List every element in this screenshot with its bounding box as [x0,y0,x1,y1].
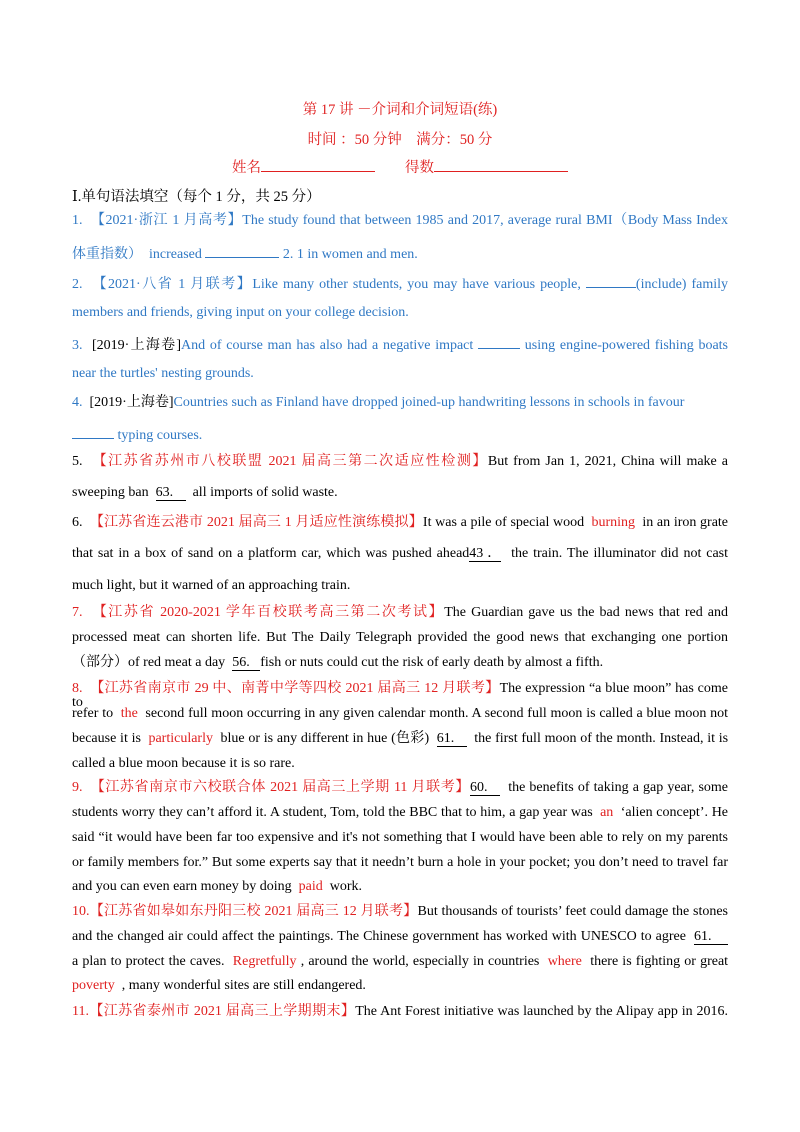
q11-source: 【江苏省泰州市 2021 届高三上学期期末】 [88,1004,356,1019]
q3-source: [2019·上海卷] [92,338,181,353]
q10-answer-regretfully: Regretfully [232,954,297,969]
q2-line-2: members and friends, giving input on your college decision. [72,305,409,320]
name-label: 姓名 [232,160,261,176]
q2-line-1: 2. 【2021·八省 1 月联考】Like many other students, you may have various people, (include) family [72,277,729,292]
q7-line-1: 7. 【江苏省 2020-2021 学年百校联考高三第二次考试】The Guardian gave us the bad news that red and [72,605,729,620]
name-field[interactable] [261,157,375,172]
q5-blank[interactable]: 63. [156,486,186,501]
q8-answer-particularly: particularly [148,731,213,746]
q3-line-2: near the turtles' nesting grounds. [72,366,254,381]
q8-source: 【江苏省南京市 29 中、南菁中学等四校 2021 届高三 12 月联考】 [90,681,500,696]
name-score-row [0,156,800,177]
q1-source: 【2021·浙江 1 月高考】 [90,213,243,228]
q1-line-1: 1. 【2021·浙江 1 月高考】The study found that between 1985 and 2017, average rural BMI（Body Mass Index [72,213,729,228]
q7-blank[interactable]: 56. [232,656,260,671]
q9-line-2: students worry they can’t afford it. A student, Tom, told the BBC that to him, a gap year was an ‘alien concept’. He [72,805,729,820]
q4-blank[interactable] [72,426,114,439]
q9-answer-paid: paid [298,879,323,894]
q8-blank[interactable]: 61. [437,732,467,747]
q8-line-3: because it is particularly blue or is any different in hue (色彩) 61. the first full moon of the month. Instead, it is [72,731,729,746]
q6-source: 【江苏省连云港市 2021 届高三 1 月适应性演练模拟】 [89,515,423,530]
q8-answer-the: the [120,706,138,721]
q3-line-1: 3. [2019·上海卷]And of course man has also had a negative impact using engine-powered fishing boats [72,338,728,353]
q3-blank[interactable] [478,336,520,349]
q9-line-4: or family members for.” But some experts say that it needn’t burn a hole in your pocket; you don’t need to travel far [72,855,728,870]
q9-blank[interactable]: 60. [470,781,500,796]
q6-line-3: much light, but it warned of an approaching train. [72,578,351,593]
q10-answer-poverty: poverty [72,978,115,993]
lesson-title: 第 17 讲 －介词和介词短语(练) [302,102,498,118]
q2-source: 【2021·八省 1 月联考】 [92,277,253,292]
q10-line-4: poverty , many wonderful sites are still endangered. [72,978,366,993]
q2-blank[interactable] [586,275,636,288]
q11-line-1: 11.【江苏省泰州市 2021 届高三上学期期末】The Ant Forest initiative was launched by the Alipay app in 2016. [72,1004,729,1019]
q7-source: 【江苏省 2020-2021 学年百校联考高三第二次考试】 [92,605,445,620]
q9-answer-an: an [600,805,614,820]
q7-line-2: processed meat can shorten life. But The Daily Telegraph provided the good news that exchanging one portion [72,630,728,645]
q5-line-1: 5. 【江苏省苏州市八校联盟 2021 届高三第二次适应性检测】But from Jan 1, 2021, China will make a [72,454,729,469]
q5-source: 【江苏省苏州市八校联盟 2021 届高三第二次适应性检测】 [92,454,488,469]
q9-line-1: 9. 【江苏省南京市六校联合体 2021 届高三上学期 11 月联考】60. the benefits of taking a gap year, some [72,780,729,795]
q8-line-2: refer to the second full moon occurring in any given calendar month. A second full moon is called a blue moon not [72,706,729,721]
q9-line-3: said “it would have been far too expensive and it's not something that I would have been able to rely on my parents [72,830,728,845]
q8-line-4: called a blue moon because it is so rare. [72,756,295,771]
q10-line-3: a plan to protect the caves. Regretfully , around the world, especially in countries where there is fighting or great [72,954,729,969]
q7-line-3: （部分）of red meat a day 56. fish or nuts could cut the risk of early death by almost a fifth. [72,655,604,670]
q1-blank[interactable] [205,245,279,258]
q10-line-2: and the changed air could affect the paintings. The Chinese government has worked with UNESCO to agree 61. [72,930,728,945]
q4-source: [2019·上海卷] [89,395,174,410]
q10-answer-where: where [547,954,582,969]
exam-time-score: 时间 ：50 分钟 满分：50 分 [307,132,493,148]
q10-blank[interactable]: 61. [694,930,728,945]
score-field[interactable] [434,157,568,172]
q6-blank[interactable]: 43． [469,546,502,561]
q4-line-2: typing courses. [72,426,202,443]
q10-line-1: 10.【江苏省如皋如东丹阳三校 2021 届高三 12 月联考】But thousands of tourists’ feet could damage the stones [72,904,728,919]
q5-line-2: sweeping ban 63. all imports of solid waste. [72,485,338,500]
q9-line-5: and you can even earn money by doing paid work. [72,879,363,894]
q9-source: 【江苏省南京市六校联合体 2021 届高三上学期 11 月联考】 [90,780,470,795]
score-label: 得数 [405,160,434,176]
q6-line-1: 6. 【江苏省连云港市 2021 届高三 1 月适应性演练模拟】It was a pile of special wood burning in an iron grate [72,515,729,530]
q8-line-1: 8. 【江苏省南京市 29 中、南菁中学等四校 2021 届高三 12 月联考】The expression “a blue moon” has come to [72,681,728,710]
q1-line-2: 体重指数） increased 2. 1 in women and men. [72,247,418,262]
section-heading: Ⅰ.单句语法填空（每个 1 分，共 25 分） [72,189,321,205]
q6-line-2: that sat in a box of sand on a platform car, which was pushed ahead43． the train. The illuminator did not cast [72,546,728,561]
q10-source: 【江苏省如皋如东丹阳三校 2021 届高三 12 月联考】 [89,904,418,919]
q6-answer-burning: burning [591,515,636,530]
q4-line-1: 4. [2019·上海卷]Countries such as Finland have dropped joined-up handwriting lessons in schools in favour [72,395,685,410]
